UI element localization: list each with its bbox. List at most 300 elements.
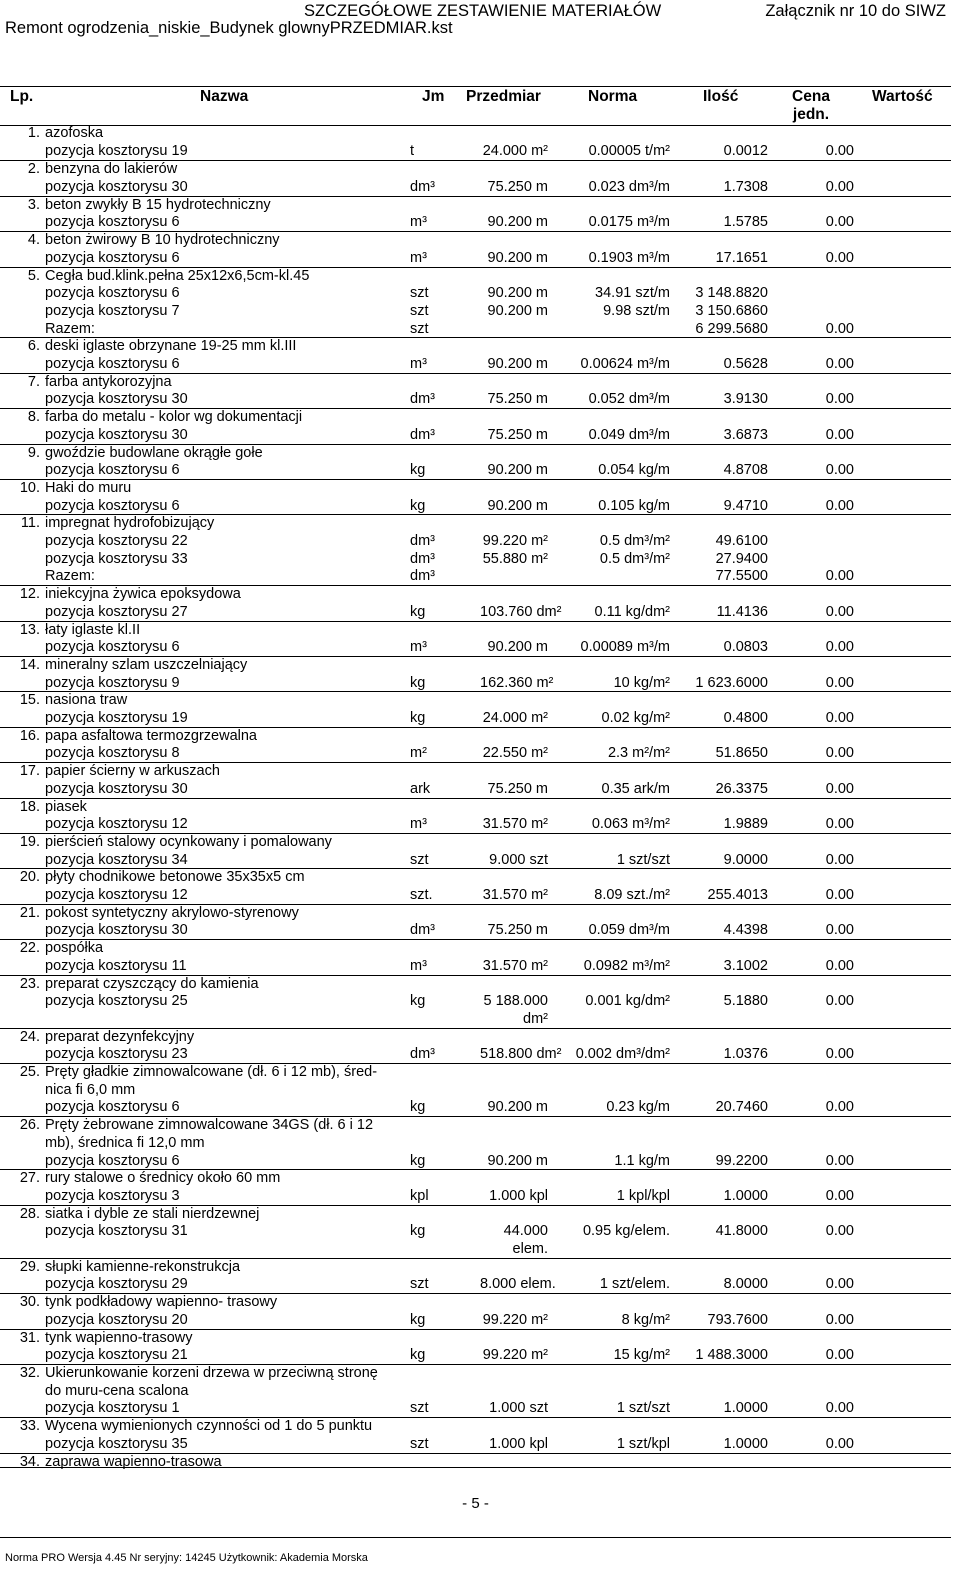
quantity-cell: 75.250 m xyxy=(487,426,548,443)
cost-position-label: pozycja kosztorysu 11 xyxy=(45,957,187,974)
table-row xyxy=(0,479,951,515)
amount-cell: 17.1651 xyxy=(715,249,768,266)
table-row xyxy=(0,621,951,657)
amount-cell: 4.8708 xyxy=(723,462,768,479)
table-row xyxy=(0,904,951,940)
value-cell: 0.00 xyxy=(825,710,854,727)
value-cell: 0.00 xyxy=(825,497,854,514)
unit-cell: m³ xyxy=(410,957,427,974)
value-cell: 0.00 xyxy=(825,142,854,159)
item-number: 16. xyxy=(19,727,40,744)
column-amount: Ilość xyxy=(703,88,739,105)
item-name: papa asfaltowa termozgrzewalna xyxy=(45,727,257,744)
item-name: Ukierunkowanie korzeni drzewa w przeciwną stronę xyxy=(45,1365,378,1381)
column-value: Wartość xyxy=(872,88,933,105)
unit-cell: szt xyxy=(410,1435,429,1452)
norm-cell: 10 kg/m² xyxy=(613,674,670,691)
amount-cell: 11.4136 xyxy=(716,603,768,620)
norm-cell: 1.1 kg/m xyxy=(614,1152,670,1169)
materials-table xyxy=(0,125,951,1468)
unit-cell: kpl xyxy=(410,1187,429,1204)
cost-position-label: pozycja kosztorysu 6 xyxy=(45,1152,180,1169)
item-name: benzyna do lakierów xyxy=(45,161,178,178)
quantity-cell: 90.200 m xyxy=(487,639,548,656)
item-number: 8. xyxy=(27,409,40,426)
item-number: 7. xyxy=(27,373,40,390)
item-name: łaty iglaste kl.II xyxy=(45,621,141,638)
value-cell: 0.00 xyxy=(825,887,854,904)
unit-cell: dm³ xyxy=(410,550,435,567)
item-number: 17. xyxy=(19,763,40,780)
table-row xyxy=(0,1205,951,1259)
item-number: 19. xyxy=(19,834,40,850)
unit-cell: szt xyxy=(410,285,429,302)
amount-cell: 1.0000 xyxy=(723,1187,768,1204)
norm-cell: 0.23 kg/m xyxy=(606,1099,670,1116)
value-cell: 0.00 xyxy=(825,249,854,266)
quantity-cell: 90.200 m xyxy=(487,302,548,319)
amount-cell: 793.7600 xyxy=(707,1311,768,1328)
unit-cell: kg xyxy=(410,1311,426,1328)
norm-cell: 0.5 dm³/m² xyxy=(599,550,670,567)
norm-cell: 0.00624 m³/m xyxy=(580,356,670,373)
amount-cell: 1.5785 xyxy=(723,214,768,231)
norm-cell: 0.052 dm³/m xyxy=(588,391,670,408)
item-name: nasiona traw xyxy=(45,692,128,709)
amount-cell: 4.4398 xyxy=(723,922,768,939)
cost-position-label: pozycja kosztorysu 8 xyxy=(45,745,180,762)
norm-cell: 0.105 kg/m xyxy=(598,497,670,514)
quantity-cell: 9.000 szt xyxy=(489,851,548,868)
cost-position-label: pozycja kosztorysu 29 xyxy=(45,1276,188,1293)
unit-cell: dm³ xyxy=(410,1046,435,1063)
unit-cell: kg xyxy=(410,993,426,1010)
unit-cell: dm³ xyxy=(410,391,435,408)
value-cell: 0.00 xyxy=(825,1223,854,1240)
quantity-cell: 5 188.000 xyxy=(483,993,548,1010)
column-quantity: Przedmiar xyxy=(466,88,541,105)
item-name: Haki do muru xyxy=(45,480,132,496)
file-name: Remont ogrodzenia_niskie_Budynek glownyPRZEDMIAR.kst xyxy=(5,19,453,37)
table-row xyxy=(0,975,951,1029)
quantity-cell: 90.200 m xyxy=(487,356,548,373)
table-row xyxy=(0,1329,951,1365)
quantity-cell: 44.000 xyxy=(503,1223,548,1240)
quantity-cell: 31.570 m² xyxy=(482,816,548,833)
value-cell: 0.00 xyxy=(825,1099,854,1116)
norm-cell: 8.09 szt./m² xyxy=(594,887,670,904)
cost-position-label: pozycja kosztorysu 6 xyxy=(45,497,180,514)
amount-cell: 26.3375 xyxy=(715,780,768,797)
item-number: 34. xyxy=(19,1453,40,1470)
value-cell: 0.00 xyxy=(825,816,854,833)
unit-cell: dm³ xyxy=(410,922,435,939)
item-number: 3. xyxy=(27,196,40,213)
cost-position-label: pozycja kosztorysu 9 xyxy=(45,674,180,691)
amount-cell: 1.0000 xyxy=(723,1400,768,1417)
unit-cell: szt xyxy=(410,1400,429,1417)
item-name: siatka i dyble ze stali nierdzewnej xyxy=(45,1205,260,1222)
amount-cell: 27.9400 xyxy=(715,550,768,567)
norm-cell: 0.02 kg/m² xyxy=(601,710,670,727)
value-cell: 0.00 xyxy=(825,957,854,974)
amount-cell: 0.5628 xyxy=(723,356,768,373)
table-row xyxy=(0,125,951,160)
cost-position-label: pozycja kosztorysu 6 xyxy=(45,462,180,479)
item-number: 14. xyxy=(19,657,40,673)
item-number: 10. xyxy=(19,480,40,496)
cost-position-label: pozycja kosztorysu 6 xyxy=(45,285,180,302)
amount-cell: 1.9889 xyxy=(723,816,768,833)
page-number: - 5 - xyxy=(462,1495,489,1512)
table-row xyxy=(0,868,951,904)
item-name: impregnat hydrofobizujący xyxy=(45,515,215,532)
value-cell: 0.00 xyxy=(825,179,854,196)
quantity-cell: 22.550 m² xyxy=(482,745,548,762)
item-number: 15. xyxy=(19,692,40,709)
item-name-continued: mb), średnica fi 12,0 mm xyxy=(45,1134,205,1151)
unit-cell: m² xyxy=(410,745,427,762)
amount-cell: 9.0000 xyxy=(723,851,768,868)
item-name: tynk wapienno-trasowy xyxy=(45,1329,193,1346)
value-cell: 0.00 xyxy=(825,639,854,656)
quantity-cell: 75.250 m xyxy=(487,780,548,797)
value-cell: 0.00 xyxy=(825,1347,854,1364)
quantity-cell: 99.220 m² xyxy=(482,1347,548,1364)
item-number: 25. xyxy=(19,1064,40,1081)
item-number: 12. xyxy=(19,586,40,603)
unit-cell: kg xyxy=(410,1347,426,1364)
amount-cell: 1 488.3000 xyxy=(695,1347,768,1364)
table-row xyxy=(0,514,951,586)
item-name: deski iglaste obrzynane 19-25 mm kl.III xyxy=(45,338,297,355)
value-cell: 0.00 xyxy=(825,1400,854,1417)
amount-cell: 1 623.6000 xyxy=(695,674,768,691)
norm-cell: 0.11 kg/dm² xyxy=(594,603,670,620)
table-row xyxy=(0,196,951,232)
item-name: beton żwirowy B 10 hydrotechniczny xyxy=(45,232,280,249)
table-row xyxy=(0,1063,951,1117)
amount-cell: 3 148.8820 xyxy=(695,285,768,302)
unit-cell: kg xyxy=(410,497,426,514)
item-number: 11. xyxy=(20,515,40,532)
norm-cell: 0.054 kg/m xyxy=(598,462,670,479)
item-number: 31. xyxy=(19,1329,40,1346)
value-cell: 0.00 xyxy=(825,1311,854,1328)
cost-position-label: pozycja kosztorysu 19 xyxy=(45,710,188,727)
table-row xyxy=(0,160,951,196)
unit-cell: kg xyxy=(410,710,426,727)
item-name: gwoździe budowlane okrągłe gołe xyxy=(45,444,263,461)
amount-cell: 8.0000 xyxy=(723,1276,768,1293)
item-name: Wycena wymienionych czynności od 1 do 5 punktu xyxy=(45,1418,373,1435)
item-number: 27. xyxy=(19,1170,40,1187)
unit-cell: kg xyxy=(410,603,426,620)
item-number: 21. xyxy=(19,904,40,921)
unit-cell: dm³ xyxy=(410,179,435,196)
quantity-cell: 31.570 m² xyxy=(482,887,548,904)
quantity-cell: 24.000 m² xyxy=(482,710,548,727)
quantity-cell: 99.220 m² xyxy=(482,533,548,550)
amount-cell: 51.8650 xyxy=(715,745,768,762)
value-cell: 0.00 xyxy=(825,214,854,231)
quantity-cell: 90.200 m xyxy=(487,1099,548,1116)
item-name: preparat dezynfekcyjny xyxy=(45,1028,195,1045)
quantity-cell: 90.200 m xyxy=(487,249,548,266)
item-number: 9. xyxy=(27,444,40,461)
quantity-cell: 8.000 elem. xyxy=(480,1276,556,1293)
amount-cell: 0.0803 xyxy=(723,639,768,656)
norm-cell: 1 kpl/kpl xyxy=(616,1187,670,1204)
value-cell: 0.00 xyxy=(825,674,854,691)
norm-cell: 1 szt/szt xyxy=(616,851,670,868)
amount-cell: 1.7308 xyxy=(723,179,768,196)
quantity-cell: 31.570 m² xyxy=(482,957,548,974)
item-number: 1. xyxy=(27,125,40,141)
quantity-cell: 1.000 kpl xyxy=(489,1187,548,1204)
norm-cell: 0.35 ark/m xyxy=(601,780,670,797)
amount-cell: 5.1880 xyxy=(723,993,768,1010)
item-name: mineralny szlam uszczelniający xyxy=(45,657,248,673)
amount-cell: 9.4710 xyxy=(723,497,768,514)
amount-cell: 1.0000 xyxy=(723,1435,768,1452)
quantity-cell: 90.200 m xyxy=(487,285,548,302)
cost-position-label: pozycja kosztorysu 27 xyxy=(45,603,188,620)
column-lp: Lp. xyxy=(10,88,34,105)
item-name: farba antykorozyjna xyxy=(45,373,172,390)
table-row xyxy=(0,1116,951,1170)
quantity-cell: dm² xyxy=(523,1010,548,1027)
quantity-cell: 55.880 m² xyxy=(482,550,548,567)
cost-position-label: pozycja kosztorysu 30 xyxy=(45,780,188,797)
norm-cell: 1 szt/kpl xyxy=(616,1435,670,1452)
cost-position-label: pozycja kosztorysu 7 xyxy=(45,302,180,319)
item-name: słupki kamienne-rekonstrukcja xyxy=(45,1258,241,1275)
cost-position-label: pozycja kosztorysu 25 xyxy=(45,993,188,1010)
cost-position-label: pozycja kosztorysu 31 xyxy=(45,1223,188,1240)
unit-cell: m³ xyxy=(410,249,427,266)
norm-cell: 0.00089 m³/m xyxy=(580,639,670,656)
item-name: zaprawa wapienno-trasowa xyxy=(45,1453,222,1470)
value-cell: 0.00 xyxy=(825,1152,854,1169)
amount-cell: 3 150.6860 xyxy=(695,302,768,319)
item-name: preparat czyszczący do kamienia xyxy=(45,975,259,992)
item-number: 32. xyxy=(19,1365,40,1381)
item-number: 28. xyxy=(19,1205,40,1222)
value-cell: 0.00 xyxy=(825,993,854,1010)
cost-position-label: pozycja kosztorysu 33 xyxy=(45,550,188,567)
item-number: 20. xyxy=(19,869,40,886)
norm-cell: 9.98 szt/m xyxy=(603,302,670,319)
value-cell: 0.00 xyxy=(825,780,854,797)
cost-position-label: pozycja kosztorysu 6 xyxy=(45,214,180,231)
norm-cell: 0.0982 m³/m² xyxy=(583,957,670,974)
table-row xyxy=(0,939,951,975)
unit-cell: dm³ xyxy=(410,533,435,550)
table-row xyxy=(0,798,951,834)
value-cell: 0.00 xyxy=(825,320,854,337)
amount-cell: 77.5500 xyxy=(715,568,768,585)
value-cell: 0.00 xyxy=(825,1046,854,1063)
item-name: płyty chodnikowe betonowe 35x35x5 cm xyxy=(45,869,305,886)
item-name: pospółka xyxy=(45,940,104,957)
cost-position-label: Razem: xyxy=(45,320,95,337)
unit-cell: szt xyxy=(410,1276,429,1293)
amount-cell: 255.4013 xyxy=(707,887,768,904)
cost-position-label: pozycja kosztorysu 1 xyxy=(45,1400,180,1417)
unit-cell: szt xyxy=(410,302,429,319)
norm-cell: 2.3 m²/m² xyxy=(607,745,670,762)
unit-cell: dm³ xyxy=(410,426,435,443)
table-row xyxy=(0,1293,951,1329)
norm-cell: 8 kg/m² xyxy=(621,1311,670,1328)
norm-cell: 0.049 dm³/m xyxy=(588,426,670,443)
page-header-title: SZCZEGÓŁOWE ZESTAWIENIE MATERIAŁÓW xyxy=(304,2,662,20)
quantity-cell: 90.200 m xyxy=(487,214,548,231)
item-name: pierścień stalowy ocynkowany i pomalowany xyxy=(45,834,332,850)
table-row xyxy=(0,1417,951,1453)
unit-cell: t xyxy=(410,142,415,159)
cost-position-label: Razem: xyxy=(45,568,95,585)
value-cell: 0.00 xyxy=(825,426,854,443)
unit-cell: szt xyxy=(410,851,429,868)
norm-cell: 34.91 szt/m xyxy=(595,285,670,302)
amount-cell: 0.4800 xyxy=(723,710,768,727)
quantity-cell: 75.250 m xyxy=(487,179,548,196)
value-cell: 0.00 xyxy=(825,356,854,373)
value-cell: 0.00 xyxy=(825,568,854,585)
quantity-cell: 99.220 m² xyxy=(482,1311,548,1328)
cost-position-label: pozycja kosztorysu 6 xyxy=(45,639,180,656)
item-name: rury stalowe o średnicy około 60 mm xyxy=(45,1170,281,1187)
cost-position-label: pozycja kosztorysu 35 xyxy=(45,1435,188,1452)
item-name: iniekcyjna żywica epoksydowa xyxy=(45,586,241,603)
footer-divider xyxy=(0,1537,951,1538)
item-name: tynk podkładowy wapienno- trasowy xyxy=(45,1294,278,1311)
cost-position-label: pozycja kosztorysu 30 xyxy=(45,391,188,408)
cost-position-label: pozycja kosztorysu 20 xyxy=(45,1311,188,1328)
column-name: Nazwa xyxy=(200,88,249,105)
cost-position-label: pozycja kosztorysu 19 xyxy=(45,142,188,159)
amount-cell: 41.8000 xyxy=(715,1223,768,1240)
quantity-cell: 518.800 dm² xyxy=(480,1046,562,1063)
table-row xyxy=(0,1028,951,1064)
table-row xyxy=(0,444,951,480)
item-name: farba do metalu - kolor wg dokumentacji xyxy=(45,409,303,426)
value-cell: 0.00 xyxy=(825,1276,854,1293)
quantity-cell: 75.250 m xyxy=(487,391,548,408)
norm-cell: 0.063 m³/m² xyxy=(591,816,670,833)
unit-cell: m³ xyxy=(410,356,427,373)
item-name: piasek xyxy=(45,798,87,815)
unit-cell: szt. xyxy=(410,887,433,904)
item-name: pokost syntetyczny akrylowo-styrenowy xyxy=(45,904,299,921)
amount-cell: 3.9130 xyxy=(723,391,768,408)
cost-position-label: pozycja kosztorysu 30 xyxy=(45,426,188,443)
value-cell: 0.00 xyxy=(825,1435,854,1452)
unit-cell: kg xyxy=(410,1152,426,1169)
column-price: Cena jedn. xyxy=(792,88,830,123)
norm-cell: 0.5 dm³/m² xyxy=(599,533,670,550)
cost-position-label: pozycja kosztorysu 6 xyxy=(45,249,180,266)
item-name: Pręty żebrowane zimnowalcowane 34GS (dł. 6 i 12 xyxy=(45,1117,374,1134)
table-row xyxy=(0,337,951,373)
unit-cell: m³ xyxy=(410,816,427,833)
norm-cell: 1 szt/elem. xyxy=(599,1276,670,1293)
amount-cell: 3.6873 xyxy=(723,426,768,443)
table-row xyxy=(0,1258,951,1294)
table-row xyxy=(0,1453,951,1472)
table-row xyxy=(0,656,951,692)
item-number: 30. xyxy=(19,1294,40,1311)
quantity-cell: elem. xyxy=(512,1241,548,1258)
value-cell: 0.00 xyxy=(825,1187,854,1204)
table-row xyxy=(0,727,951,763)
table-row xyxy=(0,408,951,444)
table-row xyxy=(0,833,951,869)
quantity-cell: 24.000 m² xyxy=(482,142,548,159)
amount-cell: 20.7460 xyxy=(715,1099,768,1116)
cost-position-label: pozycja kosztorysu 6 xyxy=(45,356,180,373)
cost-position-label: pozycja kosztorysu 22 xyxy=(45,533,188,550)
table-row xyxy=(0,373,951,409)
item-name-continued: nica fi 6,0 mm xyxy=(45,1081,136,1098)
unit-cell: kg xyxy=(410,462,426,479)
item-name-continued: do muru-cena scalona xyxy=(45,1382,189,1399)
item-number: 22. xyxy=(19,940,40,957)
quantity-cell: 162.360 m² xyxy=(480,674,554,691)
value-cell: 0.00 xyxy=(825,922,854,939)
quantity-cell: 1.000 szt xyxy=(489,1400,548,1417)
quantity-cell: 90.200 m xyxy=(487,462,548,479)
cost-position-label: pozycja kosztorysu 21 xyxy=(45,1347,188,1364)
norm-cell: 0.059 dm³/m xyxy=(588,922,670,939)
item-number: 23. xyxy=(19,975,40,992)
column-unit: Jm xyxy=(422,88,445,105)
norm-cell: 0.1903 m³/m xyxy=(588,249,670,266)
item-number: 18. xyxy=(19,798,40,815)
value-cell: 0.00 xyxy=(825,745,854,762)
table-row xyxy=(0,1169,951,1205)
table-header xyxy=(0,86,951,126)
footer-text: Norma PRO Wersja 4.45 Nr seryjny: 14245 Użytkownik: Akademia Morska xyxy=(5,1552,368,1564)
cost-position-label: pozycja kosztorysu 6 xyxy=(45,1099,180,1116)
item-name: beton zwykły B 15 hydrotechniczny xyxy=(45,196,271,213)
value-cell: 0.00 xyxy=(825,851,854,868)
norm-cell: 0.00005 t/m² xyxy=(588,142,670,159)
quantity-cell: 90.200 m xyxy=(487,1152,548,1169)
norm-cell: 0.023 dm³/m xyxy=(588,179,670,196)
unit-cell: m³ xyxy=(410,214,427,231)
unit-cell: szt xyxy=(410,320,429,337)
table-row xyxy=(0,585,951,621)
cost-position-label: pozycja kosztorysu 12 xyxy=(45,887,188,904)
unit-cell: kg xyxy=(410,674,426,691)
item-number: 2. xyxy=(27,161,40,178)
item-name: papier ścierny w arkuszach xyxy=(45,763,220,780)
item-name: Pręty gładkie zimnowalcowane (dł. 6 i 12 mb), śred- xyxy=(45,1064,378,1081)
unit-cell: ark xyxy=(410,780,431,797)
table-row xyxy=(0,267,951,339)
table-row xyxy=(0,1364,951,1418)
amount-cell: 1.0376 xyxy=(723,1046,768,1063)
cost-position-label: pozycja kosztorysu 12 xyxy=(45,816,188,833)
item-name: Cegła bud.klink.pełna 25x12x6,5cm-kl.45 xyxy=(45,267,310,284)
norm-cell: 0.001 kg/dm² xyxy=(585,993,670,1010)
column-norm: Norma xyxy=(588,88,638,105)
unit-cell: kg xyxy=(410,1223,426,1240)
table-row xyxy=(0,762,951,798)
